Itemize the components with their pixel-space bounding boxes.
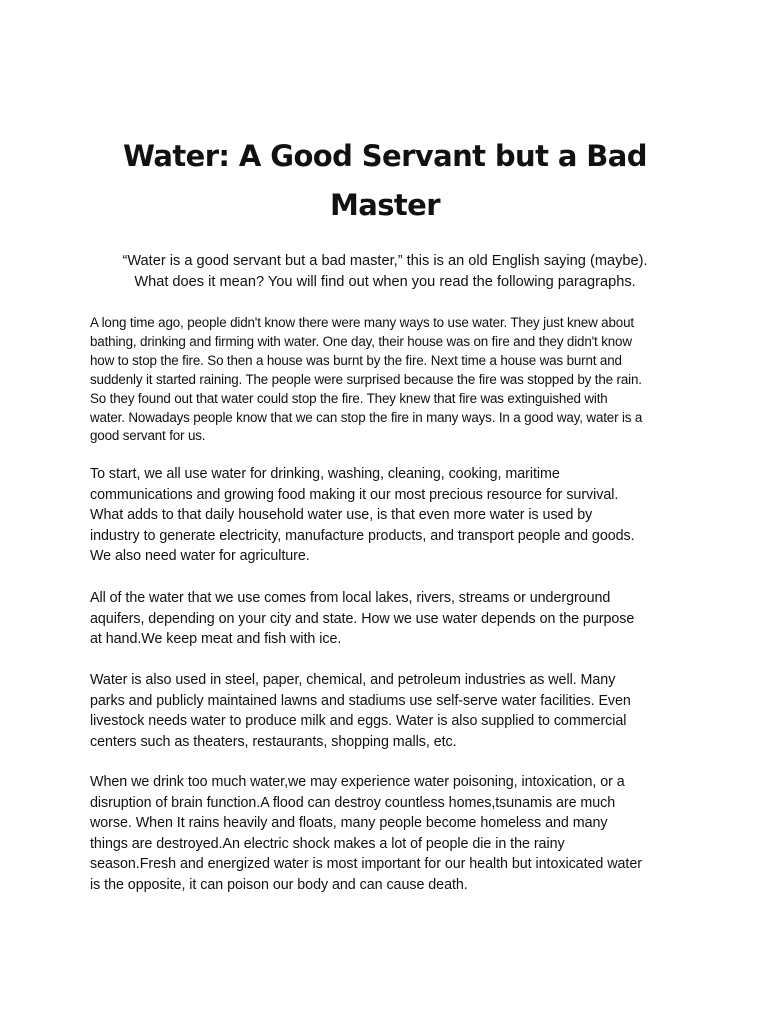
paragraph-industry xyxy=(90,670,686,752)
paragraph-sources xyxy=(90,588,686,650)
paragraph-line: is the opposite, it can poison our body and can cause death. xyxy=(90,876,468,893)
paragraph-line: things are destroyed.An electric shock makes a lot of people die in the rainy xyxy=(90,835,565,852)
paragraph-line: All of the water that we use comes from local lakes, rivers, streams or underground xyxy=(90,590,611,606)
paragraph-line: To start, we all use water for drinking, washing, cleaning, cooking, maritime xyxy=(90,466,560,482)
paragraph-dangers xyxy=(90,772,686,895)
paragraph-history xyxy=(90,314,686,446)
paragraph-line: good servant for us. xyxy=(90,428,206,444)
paragraph-line: bathing, drinking and firming with water. One day, their house was on fire and they didn't know xyxy=(90,333,632,349)
paragraph-line: industry to generate electricity, manufacture products, and transport people and goods. xyxy=(90,527,635,544)
paragraph-line: We also need water for agriculture. xyxy=(90,548,310,564)
paragraph-line: Water is also used in steel, paper, chemical, and petroleum industries as well. Many xyxy=(90,672,616,688)
intro-line: What does it mean? You will find out when you read the following paragraphs. xyxy=(134,274,636,290)
paragraph-line: communications and growing food making it our most precious resource for survival. xyxy=(90,486,619,503)
paragraph-line: water. Nowadays people know that we can stop the fire in many ways. In a good way, water is a xyxy=(90,409,643,425)
paragraph-line: parks and publicly maintained lawns and stadiums use self-serve water facilities. Even xyxy=(90,692,631,709)
paragraph-uses xyxy=(90,464,686,567)
document-title xyxy=(110,132,660,230)
intro-quote xyxy=(92,251,678,293)
paragraph-line: season.Fresh and energized water is most important for our health but intoxicated water xyxy=(90,856,642,872)
paragraph-line: When we drink too much water,we may experience water poisoning, intoxication, or a xyxy=(90,774,625,790)
paragraph-line: A long time ago, people didn't know there were many ways to use water. They just knew about xyxy=(90,315,634,330)
paragraph-line: how to stop the fire. So then a house was burnt by the fire. Next time a house was burnt and xyxy=(90,352,622,368)
paragraph-line: suddenly it started raining. The people were surprised because the fire was stopped by the rain. xyxy=(90,371,642,387)
intro-line: “Water is a good servant but a bad master,” this is an old English saying (maybe). xyxy=(122,253,648,269)
paragraph-line: aquifers, depending on your city and state. How we use water depends on the purpose xyxy=(90,610,635,627)
paragraph-line: What adds to that daily household water use, is that even more water is used by xyxy=(90,507,593,523)
title-line: Master xyxy=(330,188,440,222)
paragraph-line: centers such as theaters, restaurants, shopping malls, etc. xyxy=(90,733,457,750)
paragraph-line: worse. When It rains heavily and floats, many people become homeless and many xyxy=(90,815,608,831)
paragraph-line: livestock needs water to produce milk and eggs. Water is also supplied to commercial xyxy=(90,713,627,729)
paragraph-line: at hand.We keep meat and fish with ice. xyxy=(90,631,342,647)
paragraph-line: So they found out that water could stop the fire. They knew that fire was extinguished with xyxy=(90,390,608,406)
paragraph-line: disruption of brain function.A flood can destroy countless homes,tsunamis are much xyxy=(90,794,616,811)
title-line: Water: A Good Servant but a Bad xyxy=(123,139,647,173)
